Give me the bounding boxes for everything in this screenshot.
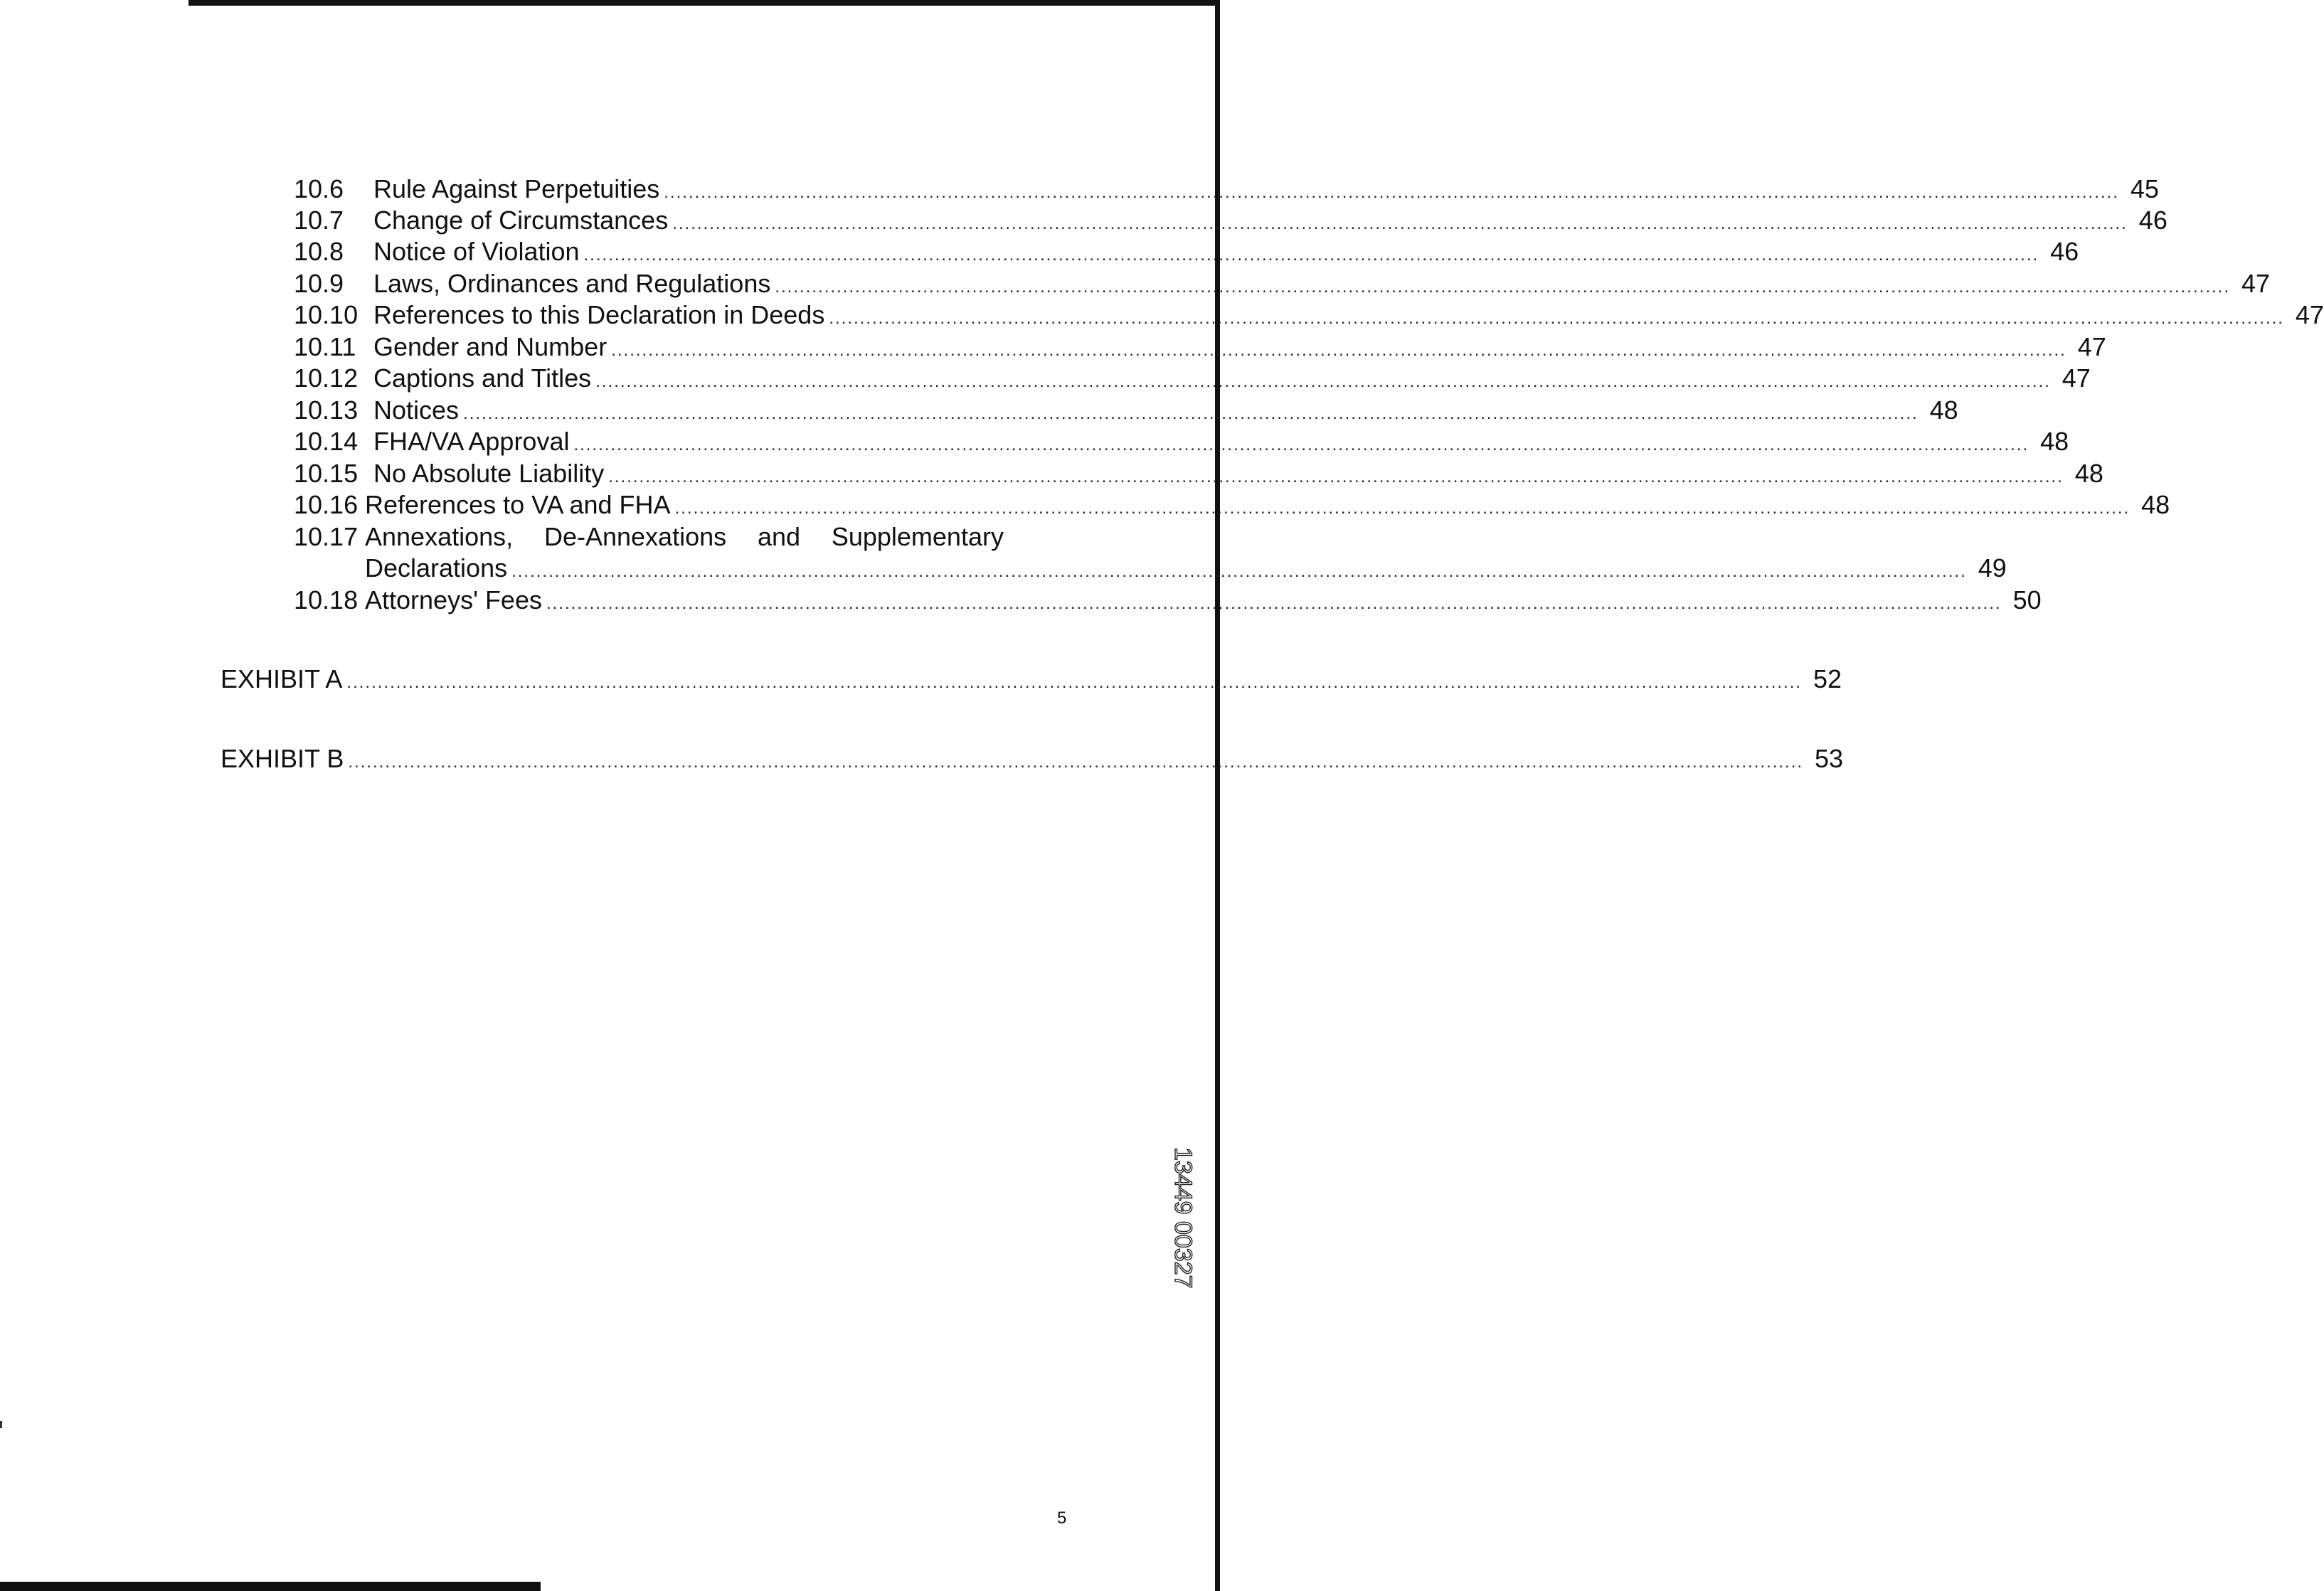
title-word: Supplementary	[831, 522, 1004, 551]
section-number: 10.15	[294, 459, 359, 488]
section-number: 10.7	[294, 206, 344, 235]
scan-border-bottom	[0, 1582, 541, 1591]
section-title: Attorneys' Fees	[365, 585, 542, 614]
dot-leader	[664, 177, 2119, 208]
section-title: No Absolute Liability	[373, 459, 605, 488]
section-title: Rule Against Perpetuities	[373, 174, 660, 203]
page-ref: 48	[1929, 395, 1958, 425]
section-title: Change of Circumstances	[373, 206, 669, 235]
page-ref: 47	[2241, 269, 2270, 298]
scan-speck	[0, 1421, 2, 1428]
toc-entry-continuation	[365, 553, 2007, 584]
section-title: Notice of Violation	[373, 237, 580, 266]
dot-leader	[608, 462, 2064, 493]
dot-leader	[675, 493, 2131, 524]
exhibit-title: EXHIBIT A	[221, 664, 343, 693]
page-ref: 48	[2040, 427, 2069, 456]
page-ref: 46	[2050, 237, 2079, 266]
toc-entry	[294, 395, 1958, 426]
recording-stamp-text: 13449 00327	[1169, 1147, 1197, 1289]
section-number: 10.13	[294, 395, 359, 425]
section-title-line-2: Declarations	[365, 553, 508, 582]
toc-entry	[294, 458, 2103, 489]
toc-entry	[294, 363, 2091, 394]
page-ref: 48	[2141, 490, 2170, 519]
dot-leader	[829, 303, 2284, 334]
section-number: 10.6	[294, 174, 344, 203]
page-ref: 47	[2062, 363, 2091, 393]
scan-border-top	[189, 0, 1220, 6]
section-title: FHA/VA Approval	[373, 427, 570, 456]
section-title: Laws, Ordinances and Regulations	[373, 269, 771, 298]
dot-leader	[511, 556, 1967, 587]
page-number: 5	[1057, 1508, 1067, 1528]
page-ref: 48	[2074, 459, 2103, 488]
toc-entry	[294, 299, 2324, 331]
page-ref: 52	[1813, 664, 1842, 693]
section-number: 10.11	[294, 332, 356, 361]
toc-entry	[294, 331, 2106, 363]
title-word: and	[757, 522, 801, 551]
toc-entry	[294, 585, 2042, 616]
page-ref: 47	[2295, 300, 2324, 329]
section-title: References to this Declaration in Deeds	[373, 300, 825, 329]
toc-entry	[294, 489, 2170, 521]
toc-entry	[294, 268, 2270, 299]
section-number: 10.9	[294, 269, 344, 298]
section-number: 10.16	[294, 490, 359, 519]
page-ref: 46	[2138, 206, 2168, 235]
recording-stamp	[1169, 1147, 1197, 1339]
section-title: Notices	[373, 395, 460, 425]
section-title-line-1	[365, 521, 1004, 553]
title-word: De-Annexations	[543, 522, 727, 551]
page-ref: 49	[1978, 553, 2007, 582]
toc-entry-wrapped-line	[294, 521, 1004, 553]
toc-exhibit-entry	[221, 743, 1844, 775]
dot-leader	[546, 588, 2002, 619]
section-number: 10.8	[294, 237, 344, 266]
section-number: 10.10	[294, 300, 359, 329]
dot-leader	[348, 747, 1803, 778]
section-number: 10.17	[294, 522, 359, 551]
section-number: 10.18	[294, 585, 359, 614]
dot-leader	[584, 240, 2039, 271]
dot-leader	[775, 272, 2230, 303]
dot-leader	[611, 335, 2066, 366]
toc-entry	[294, 174, 2159, 205]
toc-exhibit-entry	[221, 664, 1842, 695]
dot-leader	[595, 366, 2051, 398]
dot-leader	[346, 667, 1802, 698]
page-ref: 50	[2012, 585, 2042, 614]
section-number: 10.14	[294, 427, 359, 456]
page-ref: 53	[1814, 744, 1844, 773]
toc-entry	[294, 236, 2079, 267]
dot-leader	[672, 208, 2128, 240]
section-title: Gender and Number	[373, 332, 607, 361]
dot-leader	[463, 398, 1919, 430]
dot-leader	[573, 430, 2029, 461]
page-ref: 45	[2130, 174, 2159, 203]
toc-entry	[294, 205, 2168, 236]
section-number: 10.12	[294, 363, 359, 393]
section-title: References to VA and FHA	[365, 490, 671, 519]
toc-entry	[294, 426, 2069, 457]
title-word: Annexations,	[365, 522, 514, 551]
exhibit-title: EXHIBIT B	[221, 744, 344, 773]
page-ref: 47	[2077, 332, 2106, 361]
section-title: Captions and Titles	[373, 363, 592, 393]
